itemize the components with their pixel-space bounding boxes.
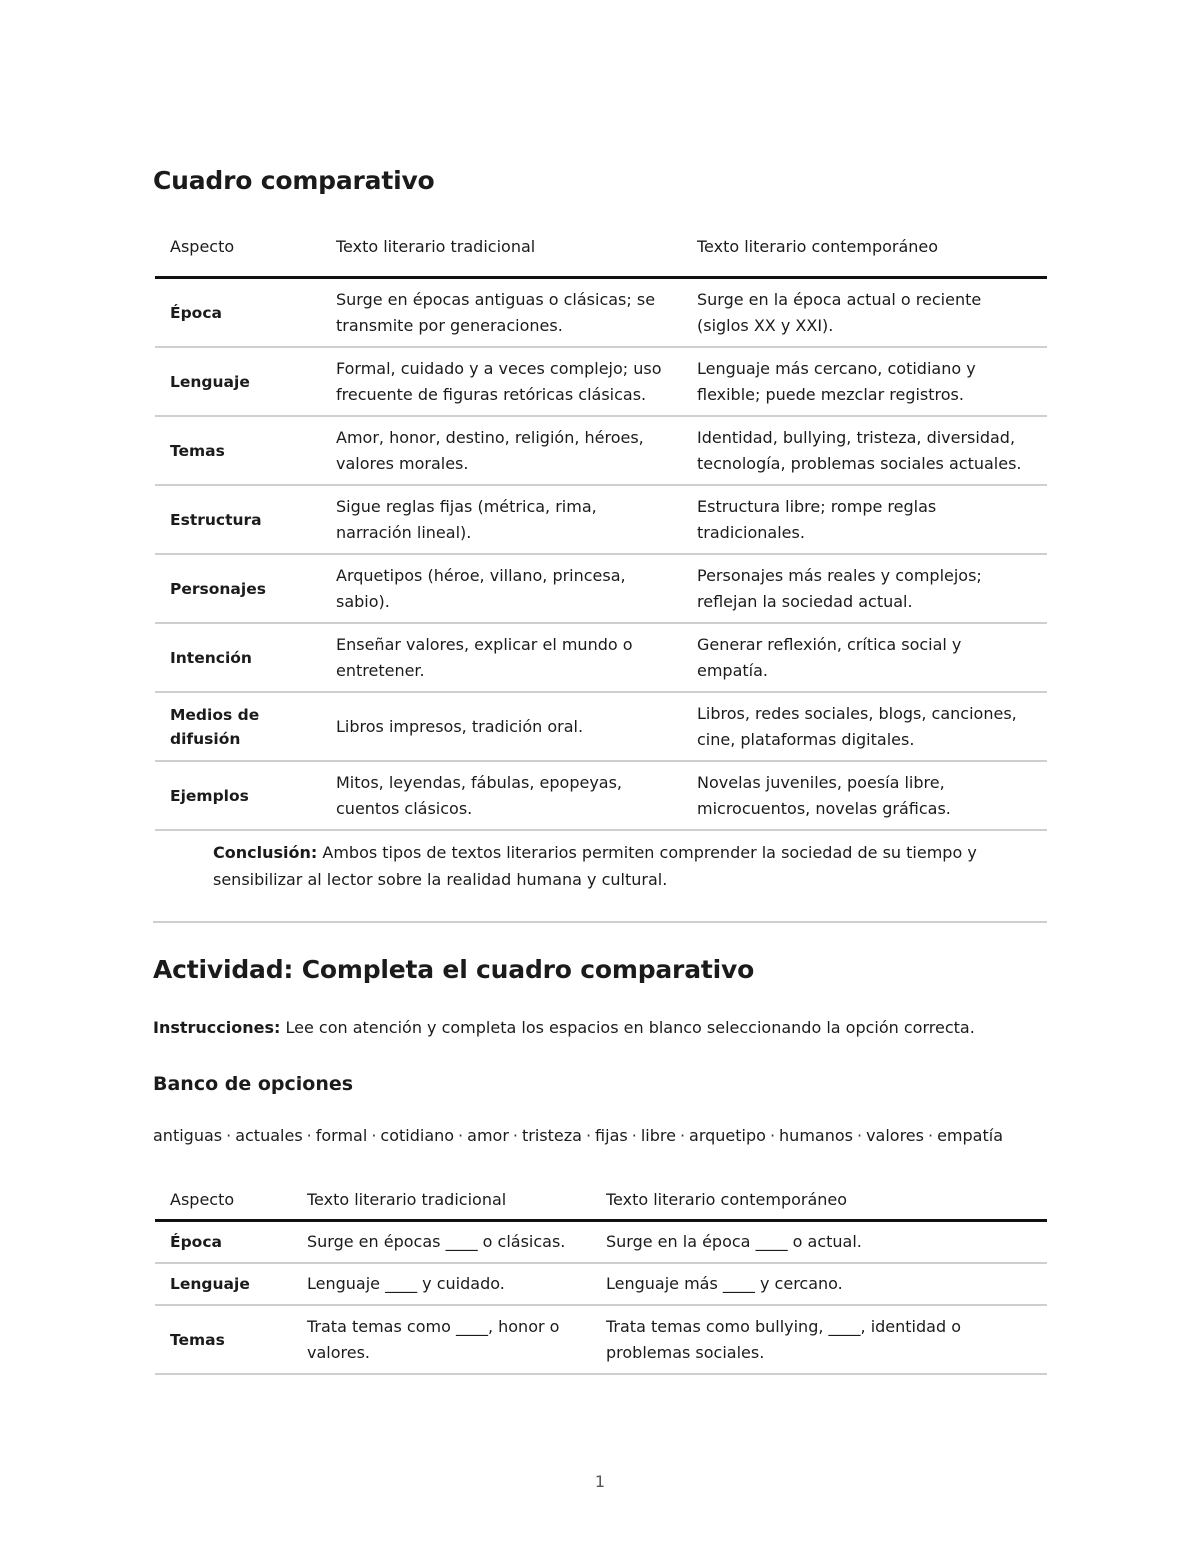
table-row bbox=[155, 1305, 1047, 1374]
options-list bbox=[153, 1123, 1003, 1149]
table-row bbox=[155, 623, 1047, 692]
table-row bbox=[155, 416, 1047, 485]
table-row bbox=[155, 554, 1047, 623]
row-traditional: Lenguaje ____ y cuidado. bbox=[292, 1263, 591, 1305]
row-contemporary: Generar reflexión, crítica social y empatía. bbox=[682, 623, 1047, 692]
conclusion-paragraph bbox=[213, 839, 1013, 893]
row-aspect: Lenguaje bbox=[155, 347, 321, 416]
option-item: libre bbox=[640, 1126, 676, 1145]
option-separator: · bbox=[512, 1126, 518, 1145]
option-item: cotidiano bbox=[380, 1126, 455, 1145]
row-traditional: Trata temas como ____, honor o valores. bbox=[292, 1305, 591, 1374]
instructions-paragraph bbox=[153, 1015, 975, 1041]
table-row bbox=[155, 1221, 1047, 1264]
row-contemporary: Personajes más reales y complejos; reflejan la sociedad actual. bbox=[682, 554, 1047, 623]
row-contemporary: Estructura libre; rompe reglas tradicionales. bbox=[682, 485, 1047, 554]
header-traditional: Texto literario tradicional bbox=[292, 1187, 591, 1221]
row-traditional: Surge en épocas ____ o clásicas. bbox=[292, 1221, 591, 1264]
table-row bbox=[155, 761, 1047, 830]
option-separator: · bbox=[769, 1126, 776, 1145]
conclusion-label: Conclusión: bbox=[213, 843, 318, 862]
row-aspect: Medios de difusión bbox=[155, 692, 321, 761]
row-contemporary: Lenguaje más cercano, cotidiano y flexible; puede mezclar registros. bbox=[682, 347, 1047, 416]
row-contemporary: Trata temas como bullying, ____, identidad o problemas sociales. bbox=[591, 1305, 1047, 1374]
options-bank-title: Banco de opciones bbox=[153, 1073, 354, 1095]
row-traditional: Libros impresos, tradición oral. bbox=[321, 692, 682, 761]
comparison-table bbox=[155, 234, 1047, 831]
row-contemporary: Surge en la época ____ o actual. bbox=[591, 1221, 1047, 1264]
option-separator: · bbox=[371, 1126, 377, 1145]
section-title: Cuadro comparativo bbox=[153, 166, 435, 195]
table-row bbox=[155, 485, 1047, 554]
option-item: valores bbox=[866, 1126, 924, 1145]
option-item: formal bbox=[315, 1126, 368, 1145]
conclusion-text: Ambos tipos de textos literarios permiten comprender la sociedad de su tiempo y sensibilizar al lector sobre la realidad humana y cultural. bbox=[213, 843, 977, 889]
table-row bbox=[155, 692, 1047, 761]
header-traditional: Texto literario tradicional bbox=[321, 234, 682, 278]
table-row bbox=[155, 1263, 1047, 1305]
option-separator: · bbox=[585, 1126, 592, 1145]
option-separator: · bbox=[306, 1126, 312, 1145]
option-item: arquetipo bbox=[689, 1126, 766, 1145]
row-traditional: Formal, cuidado y a veces complejo; uso frecuente de figuras retóricas clásicas. bbox=[321, 347, 682, 416]
option-separator: · bbox=[679, 1126, 686, 1145]
row-contemporary: Novelas juveniles, poesía libre, microcuentos, novelas gráficas. bbox=[682, 761, 1047, 830]
option-item: amor bbox=[467, 1126, 509, 1145]
row-aspect: Lenguaje bbox=[155, 1263, 292, 1305]
row-aspect: Estructura bbox=[155, 485, 321, 554]
instructions-text: Lee con atención y completa los espacios en blanco seleccionando la opción correcta. bbox=[285, 1018, 975, 1037]
row-aspect: Época bbox=[155, 278, 321, 348]
row-traditional: Mitos, leyendas, fábulas, epopeyas, cuentos clásicos. bbox=[321, 761, 682, 830]
row-aspect: Temas bbox=[155, 1305, 292, 1374]
row-aspect: Personajes bbox=[155, 554, 321, 623]
row-aspect: Ejemplos bbox=[155, 761, 321, 830]
row-traditional: Arquetipos (héroe, villano, princesa, sabio). bbox=[321, 554, 682, 623]
table-header-row bbox=[155, 234, 1047, 278]
header-aspect: Aspecto bbox=[155, 234, 321, 278]
row-contemporary: Lenguaje más ____ y cercano. bbox=[591, 1263, 1047, 1305]
row-traditional: Sigue reglas fijas (métrica, rima, narración lineal). bbox=[321, 485, 682, 554]
option-separator: · bbox=[458, 1126, 464, 1145]
activity-title: Actividad: Completa el cuadro comparativo bbox=[153, 955, 755, 984]
row-contemporary: Identidad, bullying, tristeza, diversidad, tecnología, problemas sociales actuales. bbox=[682, 416, 1047, 485]
option-item: tristeza bbox=[522, 1126, 582, 1145]
option-item: actuales bbox=[235, 1126, 303, 1145]
header-contemporary: Texto literario contemporáneo bbox=[591, 1187, 1047, 1221]
header-aspect: Aspecto bbox=[155, 1187, 292, 1221]
option-item: humanos bbox=[779, 1126, 853, 1145]
activity-table bbox=[155, 1187, 1047, 1375]
table-row bbox=[155, 347, 1047, 416]
row-traditional: Surge en épocas antiguas o clásicas; se transmite por generaciones. bbox=[321, 278, 682, 348]
page-number: 1 bbox=[594, 1472, 606, 1491]
option-item: empatía bbox=[937, 1126, 1003, 1145]
option-separator: · bbox=[226, 1126, 232, 1145]
section-divider bbox=[153, 921, 1047, 923]
row-contemporary: Libros, redes sociales, blogs, canciones, cine, plataformas digitales. bbox=[682, 692, 1047, 761]
option-separator: · bbox=[631, 1126, 637, 1145]
row-contemporary: Surge en la época actual o reciente (siglos XX y XXI). bbox=[682, 278, 1047, 348]
header-contemporary: Texto literario contemporáneo bbox=[682, 234, 1047, 278]
table-row bbox=[155, 278, 1047, 348]
option-item: antiguas bbox=[153, 1126, 223, 1145]
option-separator: · bbox=[856, 1126, 863, 1145]
instructions-label: Instrucciones: bbox=[153, 1018, 281, 1037]
row-aspect: Intención bbox=[155, 623, 321, 692]
row-traditional: Amor, honor, destino, religión, héroes, valores morales. bbox=[321, 416, 682, 485]
row-aspect: Temas bbox=[155, 416, 321, 485]
row-traditional: Enseñar valores, explicar el mundo o entretener. bbox=[321, 623, 682, 692]
table-header-row bbox=[155, 1187, 1047, 1221]
row-aspect: Época bbox=[155, 1221, 292, 1264]
option-separator: · bbox=[927, 1126, 934, 1145]
option-item: fijas bbox=[595, 1126, 628, 1145]
